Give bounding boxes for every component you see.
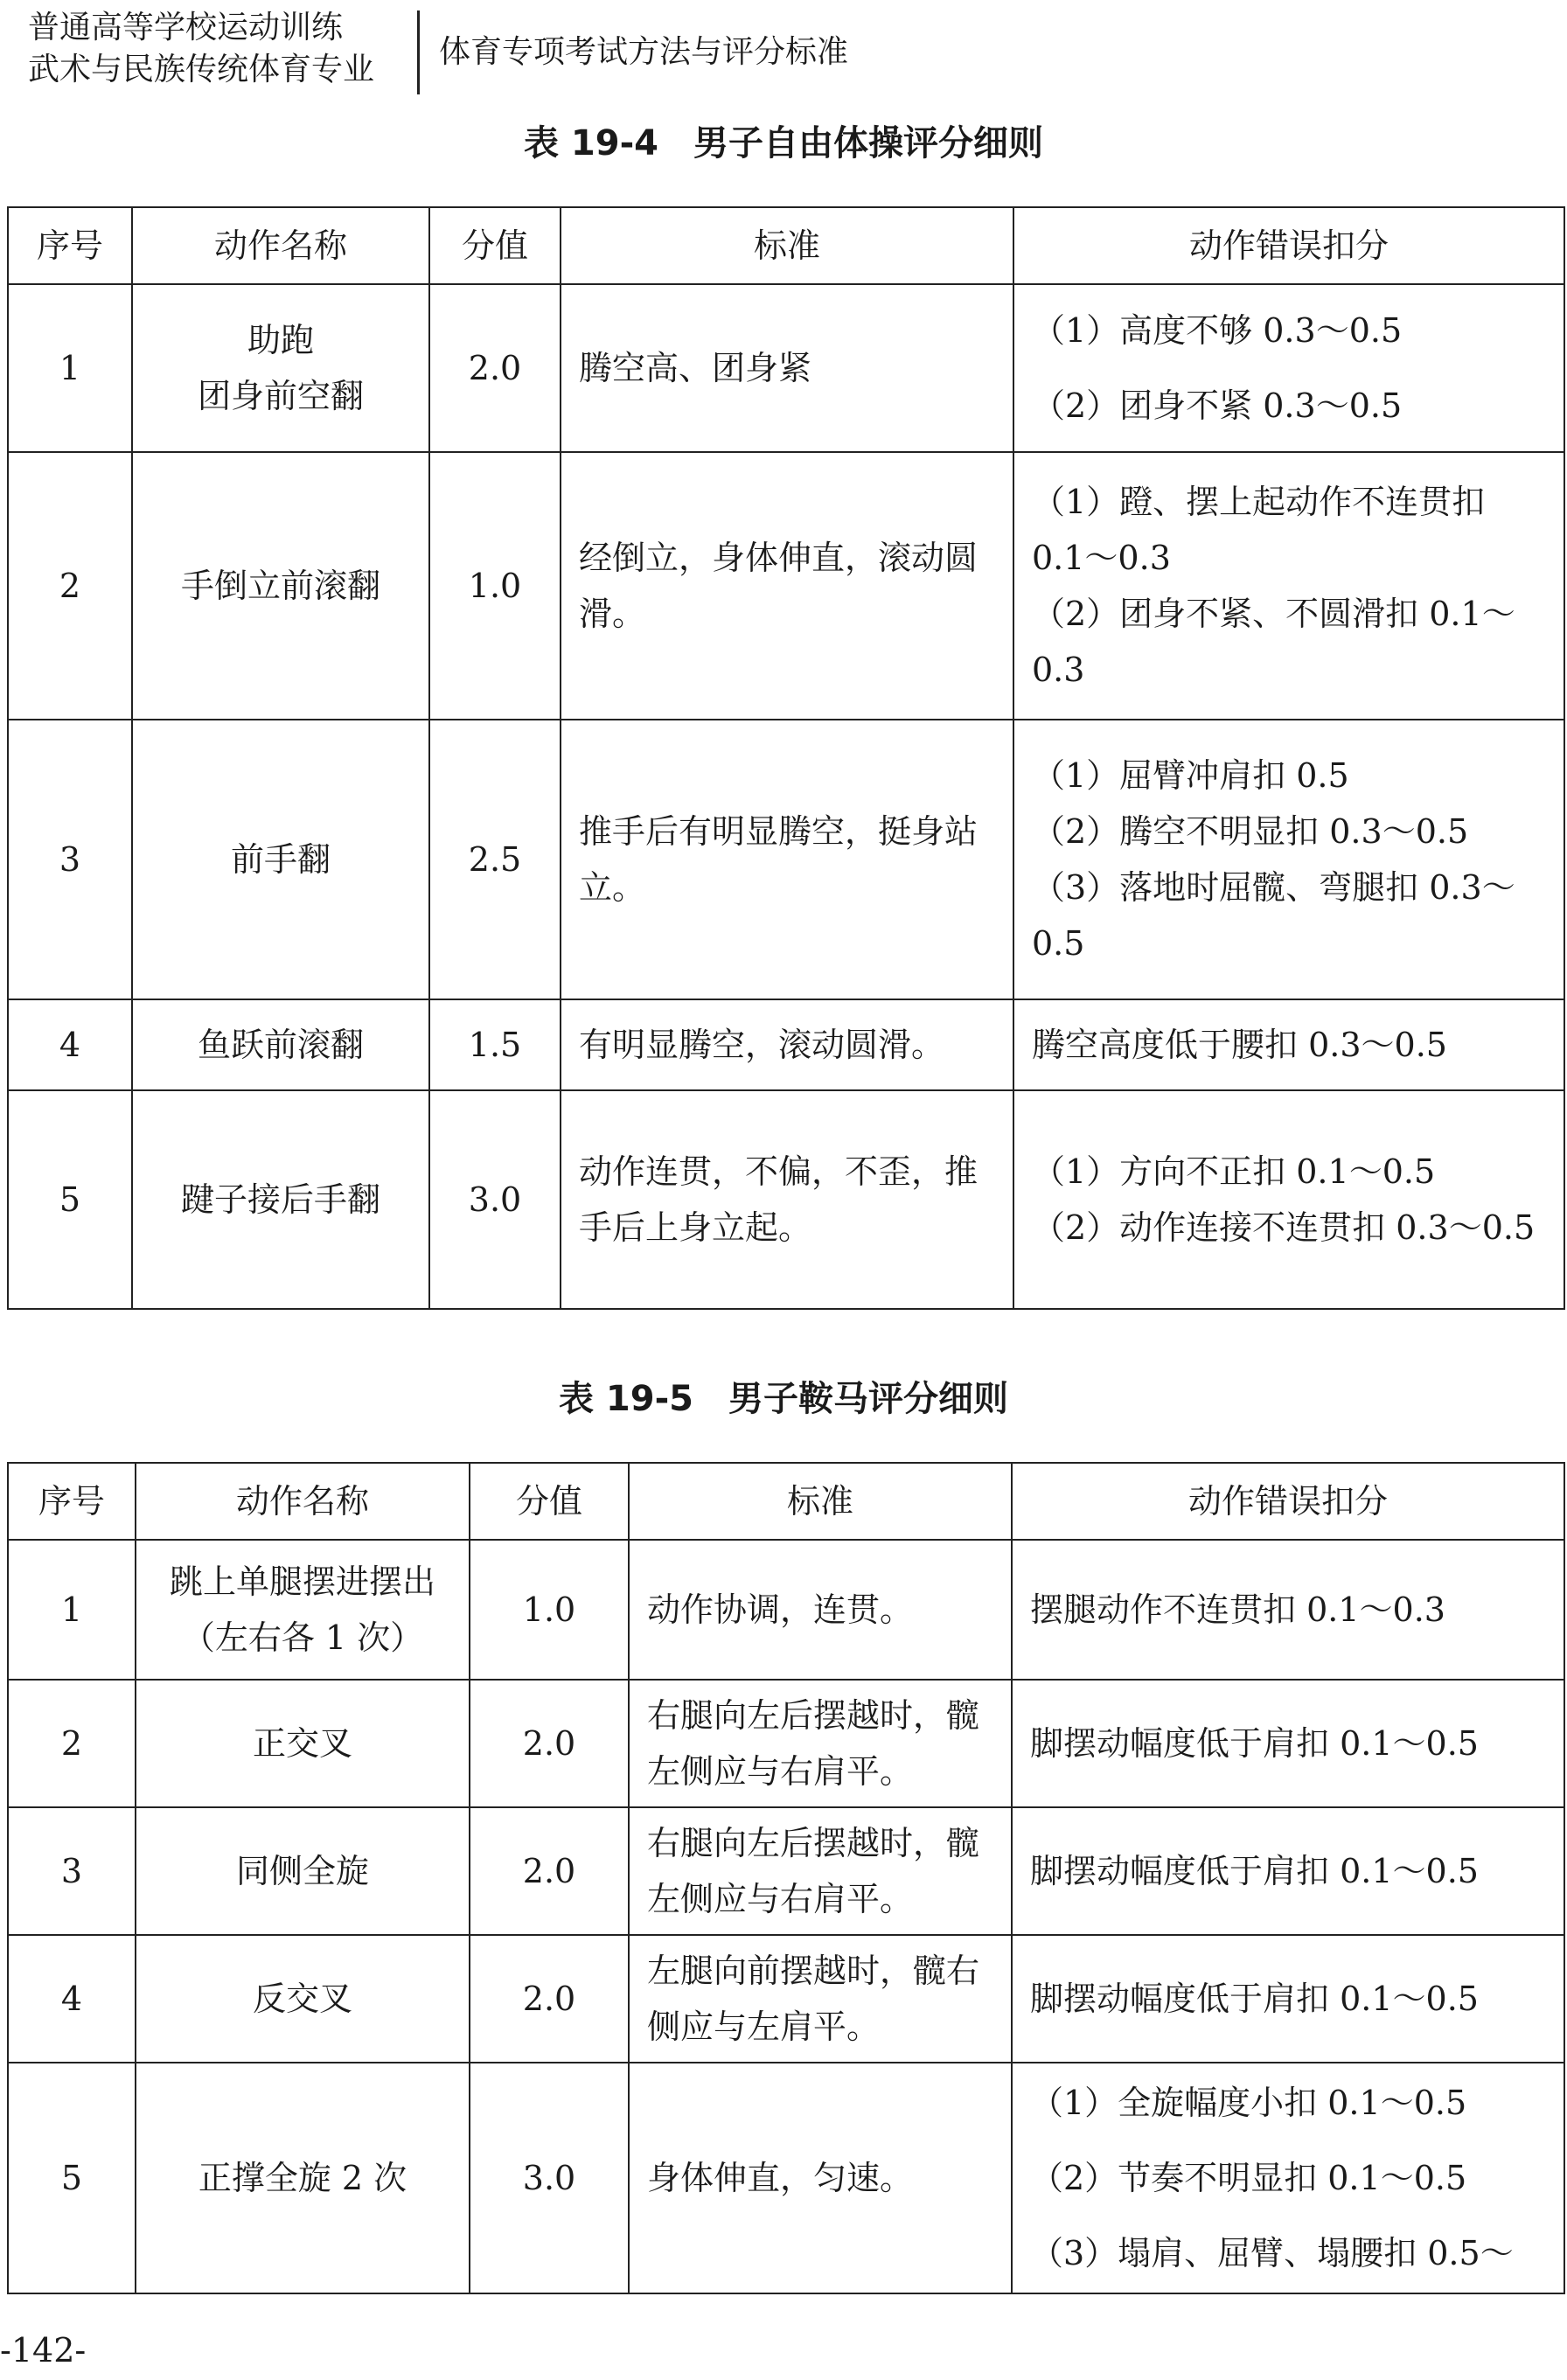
deductions-cell [1013,284,1564,452]
table-row [8,1807,1564,1935]
col-header-score: 分值 [429,207,561,284]
deduction-item: 脚摆动幅度低于肩扣 0.1～0.5 [1030,1852,1479,1890]
deduction-item: （2）团身不紧 0.3～0.5 [1032,386,1403,425]
standard-text: 右腿向左后摆越时，髋左侧应与右肩平。 [629,1807,1012,1935]
standard-text: 身体伸直，匀速。 [629,2063,1012,2293]
score-value: 2.0 [470,1807,629,1935]
table-row [8,452,1564,720]
deduction-item: 摆腿动作不连贯扣 0.1～0.3 [1030,1590,1445,1629]
score-value: 3.0 [429,1090,561,1309]
action-name-line: （左右各 1 次） [181,1618,424,1657]
action-name [136,1540,470,1680]
page-number: -142- [0,2331,87,2370]
action-name [132,1090,429,1309]
deductions-cell [1012,1680,1564,1807]
deduction-item: （2）节奏不明显扣 0.1～0.5 [1030,2159,1467,2197]
row-number: 1 [8,284,132,452]
col-header-deductions: 动作错误扣分 [1013,207,1564,284]
action-name [132,284,429,452]
action-name-line: 同侧全旋 [235,1852,369,1890]
standard-text: 腾空高、团身紧 [561,284,1013,452]
row-number: 1 [8,1540,136,1680]
row-number: 3 [8,720,132,999]
deductions-cell [1012,1540,1564,1680]
action-name-line: 手倒立前滚翻 [180,567,380,605]
score-value: 3.0 [470,2063,629,2293]
action-name-line: 反交叉 [252,1980,352,2018]
header-line-2: 武术与民族传统体育专业 [28,52,375,87]
header-line-1: 普通高等学校运动训练 [28,10,344,45]
table-row [8,1935,1564,2063]
col-header-action-name: 动作名称 [132,207,429,284]
row-number: 2 [8,1680,136,1807]
deduction-item: （1）方向不正扣 0.1～0.5 [1032,1152,1436,1191]
action-name-line: 团身前空翻 [197,377,364,415]
row-number: 2 [8,452,132,720]
col-header-standard: 标准 [561,207,1013,284]
table2-caption: 表 19-5 男子鞍马评分细则 [558,1379,1009,1419]
action-name [136,1680,470,1807]
deduction-item: 脚摆动幅度低于肩扣 0.1～0.5 [1030,1980,1479,2018]
score-value: 1.0 [429,452,561,720]
standard-text: 经倒立，身体伸直，滚动圆滑。 [561,452,1013,720]
action-name [136,1807,470,1935]
table1-caption: 表 19-4 男子自由体操评分细则 [523,123,1044,164]
deduction-item: （1）全旋幅度小扣 0.1～0.5 [1030,2084,1467,2122]
standard-text: 推手后有明显腾空，挺身站立。 [561,720,1013,999]
action-name [136,2063,470,2293]
standard-text: 右腿向左后摆越时，髋左侧应与右肩平。 [629,1680,1012,1807]
row-number: 5 [8,1090,132,1309]
deduction-item: （1）高度不够 0.3～0.5 [1032,311,1403,350]
action-name [136,1935,470,2063]
action-name-line: 踺子接后手翻 [180,1180,380,1219]
header-divider [417,10,420,94]
action-name-line: 正撑全旋 2 次 [198,2159,407,2197]
score-value: 1.0 [470,1540,629,1680]
deduction-item: （3）塌肩、屈臂、塌腰扣 0.5～ [1030,2234,1514,2272]
score-value: 2.5 [429,720,561,999]
row-number: 5 [8,2063,136,2293]
table-row [8,2063,1564,2293]
deductions-cell [1012,1935,1564,2063]
table-row [8,720,1564,999]
col-header-number: 序号 [8,207,132,284]
table-row [8,999,1564,1090]
score-value: 2.0 [470,1935,629,2063]
col-header-score: 分值 [470,1463,629,1540]
action-name-line: 跳上单腿摆进摆出 [169,1562,435,1601]
score-value: 1.5 [429,999,561,1090]
deduction-item: （2）动作连接不连贯扣 0.3～0.5 [1032,1208,1536,1247]
table-row [8,284,1564,452]
page-header [28,7,1550,94]
col-header-number: 序号 [8,1463,136,1540]
standard-text: 有明显腾空，滚动圆滑。 [561,999,1013,1090]
deduction-item: 腾空高度低于腰扣 0.3～0.5 [1032,1026,1447,1064]
standard-text: 左腿向前摆越时，髋右侧应与左肩平。 [629,1935,1012,2063]
col-header-deductions: 动作错误扣分 [1012,1463,1564,1540]
table1-men-floor-exercise [7,206,1565,1310]
deductions-cell [1013,720,1564,999]
deduction-item: （1）蹬、摆上起动作不连贯扣 0.1～0.3 [1032,483,1486,577]
deductions-cell [1012,2063,1564,2293]
deductions-cell [1013,452,1564,720]
table2-men-pommel-horse [7,1462,1565,2294]
deductions-cell [1013,999,1564,1090]
deduction-item: （1）屈臂冲肩扣 0.5 [1032,756,1349,795]
action-name [132,452,429,720]
deduction-item: 脚摆动幅度低于肩扣 0.1～0.5 [1030,1724,1479,1763]
deductions-cell [1012,1807,1564,1935]
table-row [8,1680,1564,1807]
table1-header-row [8,207,1564,284]
deduction-item: （2）团身不紧、不圆滑扣 0.1～0.3 [1032,595,1515,689]
action-name [132,720,429,999]
action-name-line: 正交叉 [252,1724,352,1763]
col-header-standard: 标准 [629,1463,1012,1540]
table2-header-row [8,1463,1564,1540]
row-number: 4 [8,999,132,1090]
table-row [8,1540,1564,1680]
action-name [132,999,429,1090]
deduction-item: （3）落地时屈髋、弯腿扣 0.3～0.5 [1032,868,1515,963]
col-header-action-name: 动作名称 [136,1463,470,1540]
deductions-cell [1013,1090,1564,1309]
deduction-item: （2）腾空不明显扣 0.3～0.5 [1032,812,1469,851]
action-name-line: 助跑 [247,321,314,359]
header-series-title [28,7,374,91]
header-book-title: 体育专项考试方法与评分标准 [439,34,849,70]
standard-text: 动作协调，连贯。 [629,1540,1012,1680]
action-name-line: 前手翻 [230,840,331,879]
action-name-line: 鱼跃前滚翻 [197,1026,364,1064]
score-value: 2.0 [429,284,561,452]
table-row [8,1090,1564,1309]
row-number: 4 [8,1935,136,2063]
row-number: 3 [8,1807,136,1935]
score-value: 2.0 [470,1680,629,1807]
standard-text: 动作连贯，不偏，不歪，推手后上身立起。 [561,1090,1013,1309]
